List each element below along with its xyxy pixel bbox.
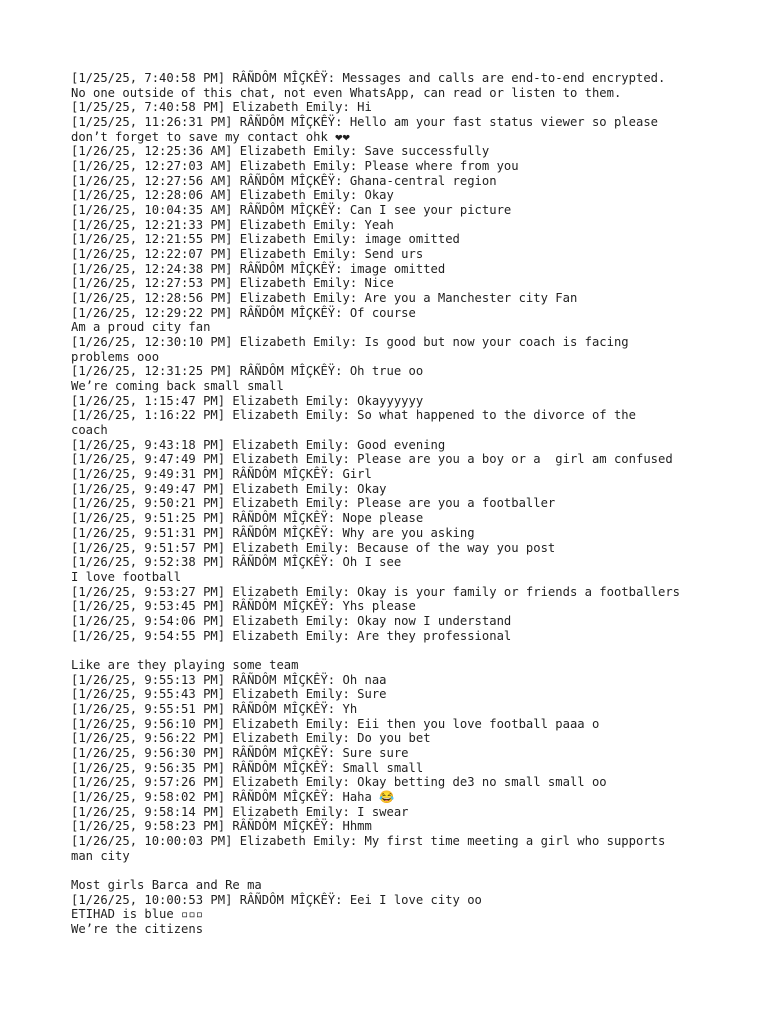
chat-line: Am a proud city fan xyxy=(71,320,211,335)
chat-line: [1/26/25, 12:22:07 PM] Elizabeth Emily: Send urs xyxy=(71,247,424,262)
chat-line: [1/26/25, 9:56:35 PM] RÂÑDÔM MÎÇKÊŸ: Small small xyxy=(71,760,424,775)
chat-line: [1/26/25, 9:50:21 PM] Elizabeth Emily: Please are you a footballer xyxy=(71,496,556,511)
chat-line: I love football xyxy=(71,569,182,584)
chat-line: [1/26/25, 9:55:13 PM] RÂÑDÔM MÎÇKÊŸ: Oh naa xyxy=(71,672,387,687)
chat-line: [1/26/25, 9:56:30 PM] RÂÑDÔM MÎÇKÊŸ: Sure sure xyxy=(71,745,409,760)
chat-line: [1/26/25, 9:55:43 PM] Elizabeth Emily: Sure xyxy=(71,687,387,702)
chat-line xyxy=(71,863,731,878)
chat-line: [1/26/25, 12:30:10 PM] Elizabeth Emily: Is good but now your coach is facing xyxy=(71,335,629,350)
chat-line: [1/26/25, 9:58:02 PM] RÂÑDÔM MÎÇKÊŸ: Haha 😂 xyxy=(71,789,395,804)
chat-line: [1/26/25, 12:31:25 PM] RÂÑDÔM MÎÇKÊŸ: Oh true oo xyxy=(71,364,424,379)
chat-line: [1/26/25, 9:51:57 PM] Elizabeth Emily: Because of the way you post xyxy=(71,540,556,555)
chat-line: [1/26/25, 12:24:38 PM] RÂÑDÔM MÎÇKÊŸ: image omitted xyxy=(71,261,446,276)
chat-line xyxy=(71,643,731,658)
chat-line: [1/26/25, 12:27:56 AM] RÂÑDÔM MÎÇKÊŸ: Ghana-central region xyxy=(71,173,497,188)
chat-line: coach xyxy=(71,423,108,438)
chat-line: [1/25/25, 7:40:58 PM] Elizabeth Emily: Hi xyxy=(71,100,372,115)
chat-line: [1/26/25, 10:04:35 AM] RÂÑDÔM MÎÇKÊŸ: Can I see your picture xyxy=(71,203,512,218)
chat-line: [1/26/25, 9:53:45 PM] RÂÑDÔM MÎÇKÊŸ: Yhs please xyxy=(71,599,416,614)
chat-line: [1/26/25, 9:57:26 PM] Elizabeth Emily: Okay betting de3 no small small oo xyxy=(71,775,607,790)
chat-line: [1/26/25, 9:43:18 PM] Elizabeth Emily: Good evening xyxy=(71,437,446,452)
chat-line: [1/26/25, 9:54:06 PM] Elizabeth Emily: Okay now I understand xyxy=(71,613,512,628)
chat-line: [1/26/25, 9:55:51 PM] RÂÑDÔM MÎÇKÊŸ: Yh xyxy=(71,701,358,716)
chat-line: Like are they playing some team xyxy=(71,657,299,672)
chat-line: [1/26/25, 12:28:06 AM] Elizabeth Emily: Okay xyxy=(71,188,394,203)
chat-line: [1/26/25, 9:56:10 PM] Elizabeth Emily: Eii then you love football paaa o xyxy=(71,716,600,731)
chat-line: Most girls Barca and Re ma xyxy=(71,877,262,892)
chat-line: [1/26/25, 1:16:22 PM] Elizabeth Emily: So what happened to the divorce of the xyxy=(71,408,636,423)
chat-line: don’t forget to save my contact ohk ❤❤ xyxy=(71,129,350,144)
chat-line: [1/26/25, 9:58:14 PM] Elizabeth Emily: I swear xyxy=(71,804,409,819)
chat-line: ETIHAD is blue ▫▫▫ xyxy=(71,907,204,922)
chat-line: [1/26/25, 12:27:03 AM] Elizabeth Emily: Please where from you xyxy=(71,159,519,174)
chat-line: [1/26/25, 9:52:38 PM] RÂÑDÔM MÎÇKÊŸ: Oh I see xyxy=(71,555,402,570)
chat-line: We’re coming back small small xyxy=(71,379,284,394)
chat-line: [1/26/25, 12:25:36 AM] Elizabeth Emily: Save successfully xyxy=(71,144,490,159)
chat-line: [1/26/25, 12:21:55 PM] Elizabeth Emily: image omitted xyxy=(71,232,460,247)
chat-line: [1/26/25, 12:21:33 PM] Elizabeth Emily: Yeah xyxy=(71,217,394,232)
chat-line: [1/26/25, 9:56:22 PM] Elizabeth Emily: Do you bet xyxy=(71,731,431,746)
chat-line: [1/26/25, 12:29:22 PM] RÂÑDÔM MÎÇKÊŸ: Of course xyxy=(71,305,416,320)
chat-line: [1/26/25, 9:49:47 PM] Elizabeth Emily: Okay xyxy=(71,481,387,496)
chat-line: [1/25/25, 11:26:31 PM] RÂÑDÔM MÎÇKÊŸ: Hello am your fast status viewer so please xyxy=(71,115,658,130)
chat-line: [1/26/25, 9:54:55 PM] Elizabeth Emily: Are they professional xyxy=(71,628,512,643)
chat-line: [1/26/25, 9:51:25 PM] RÂÑDÔM MÎÇKÊŸ: Nope please xyxy=(71,511,424,526)
chat-export-text xyxy=(71,71,731,937)
chat-line: [1/25/25, 7:40:58 PM] RÂÑDÔM MÎÇKÊŸ: Messages and calls are end-to-end encrypted. xyxy=(71,71,666,85)
chat-line: We’re the citizens xyxy=(71,921,204,936)
chat-line: [1/26/25, 9:47:49 PM] Elizabeth Emily: Please are you a boy or a girl am confused xyxy=(71,452,673,467)
chat-line: [1/26/25, 9:51:31 PM] RÂÑDÔM MÎÇKÊŸ: Why are you asking xyxy=(71,525,475,540)
chat-line: [1/26/25, 10:00:53 PM] RÂÑDÔM MÎÇKÊŸ: Eei I love city oo xyxy=(71,892,482,907)
chat-line: [1/26/25, 10:00:03 PM] Elizabeth Emily: My first time meeting a girl who supports xyxy=(71,833,666,848)
chat-line: man city xyxy=(71,848,130,863)
chat-line: [1/26/25, 9:49:31 PM] RÂÑDÔM MÎÇKÊŸ: Girl xyxy=(71,467,372,482)
chat-line: [1/26/25, 12:27:53 PM] Elizabeth Emily: Nice xyxy=(71,276,394,291)
chat-line: [1/26/25, 9:58:23 PM] RÂÑDÔM MÎÇKÊŸ: Hhmm xyxy=(71,819,372,834)
chat-line: [1/26/25, 9:53:27 PM] Elizabeth Emily: Okay is your family or friends a footballers xyxy=(71,584,681,599)
chat-line: No one outside of this chat, not even WhatsApp, can read or listen to them. xyxy=(71,85,622,100)
chat-line: [1/26/25, 1:15:47 PM] Elizabeth Emily: Okayyyyyy xyxy=(71,393,424,408)
chat-line: problems ooo xyxy=(71,349,160,364)
chat-line: [1/26/25, 12:28:56 PM] Elizabeth Emily: Are you a Manchester city Fan xyxy=(71,291,578,306)
